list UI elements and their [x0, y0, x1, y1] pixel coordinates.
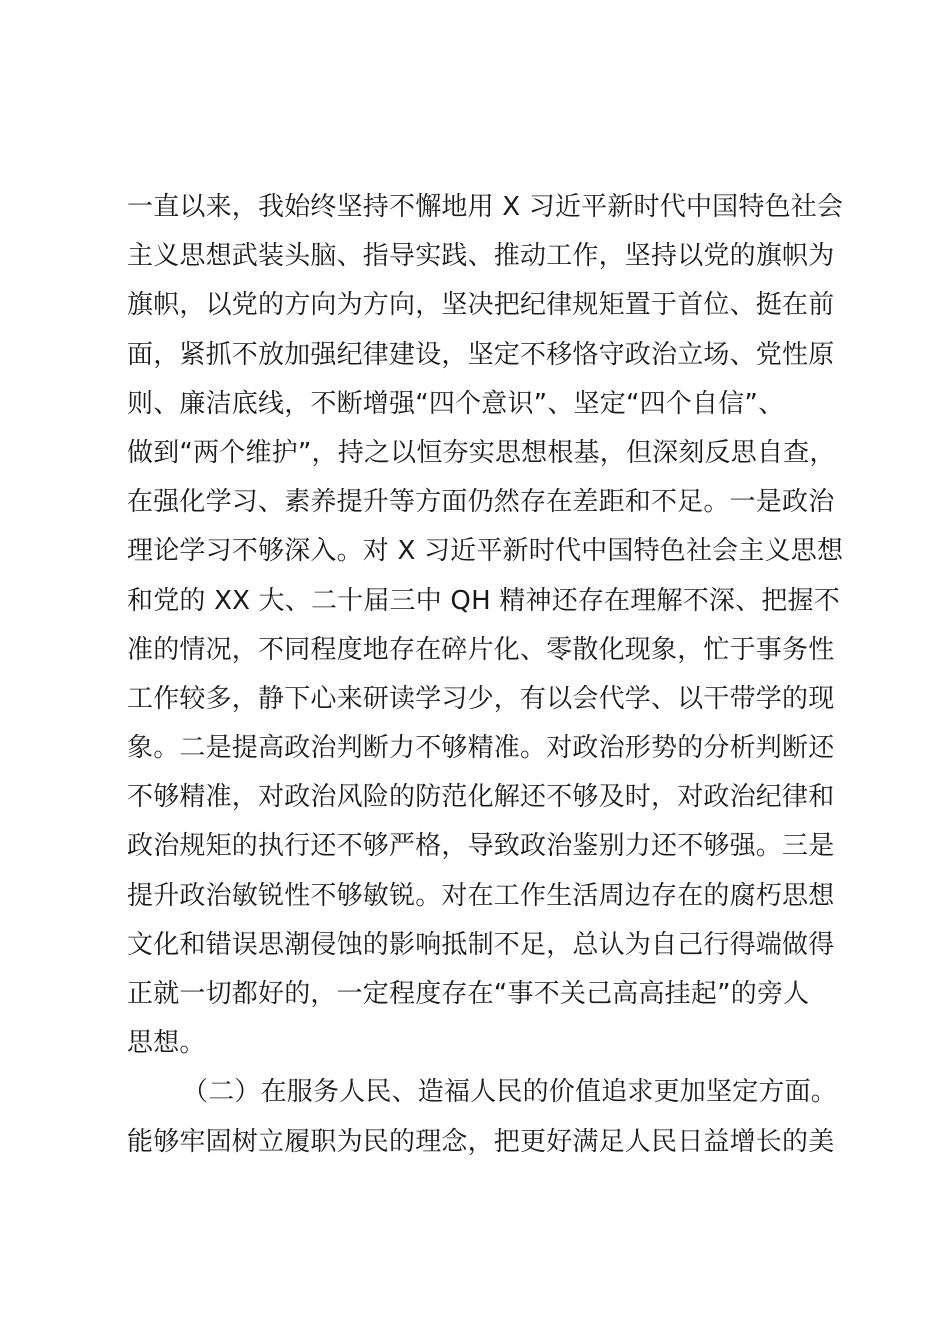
text-line: 不够精准，对政治风险的防范化解还不够及时，对政治纪律和 — [127, 782, 835, 813]
document-body — [127, 183, 867, 1167]
text-line: 能够牢固树立履职为民的理念，把更好满足人民日益增长的美 — [127, 1126, 835, 1157]
text-line: 理论学习不够深入。对 X 习近平新时代中国特色社会主义思想 — [127, 536, 844, 567]
text-line: 准的情况，不同程度地存在碎片化、零散化现象，忙于事务性 — [127, 634, 835, 665]
text-line: 在强化学习、素养提升等方面仍然存在差距和不足。一是政治 — [127, 487, 835, 518]
text-line: 旗帜，以党的方向为方向，坚决把纪律规矩置于首位、挺在前 — [127, 290, 835, 321]
section-heading-line: （二）在服务人民、造福人民的价值追求更加坚定方面。 — [182, 1077, 838, 1108]
text-line: 和党的 XX 大、二十届三中 QH 精神还存在理解不深、把握不 — [127, 585, 840, 616]
text-line: 象。二是提高政治判断力不够精准。对政治形势的分析判断还 — [127, 733, 835, 764]
text-line: 工作较多，静下心来研读学习少，有以会代学、以干带学的现 — [127, 683, 835, 714]
text-line: 文化和错误思潮侵蚀的影响抵制不足，总认为自己行得端做得 — [127, 929, 835, 960]
text-line: 正就一切都好的，一定程度存在“事不关己高高挂起”的旁人 — [127, 979, 810, 1009]
paragraph-2 — [127, 1068, 867, 1166]
text-line: 一直以来，我始终坚持不懈地用 X 习近平新时代中国特色社会 — [127, 192, 844, 222]
text-line: 做到“两个维护”，持之以恒夯实思想根基，但深刻反思自查， — [127, 437, 836, 468]
text-line: 思想。 — [127, 1028, 206, 1059]
text-line: 则、廉洁底线，不断增强“四个意识”、坚定“四个自信”、 — [127, 388, 785, 419]
paragraph-1 — [127, 183, 867, 1068]
text-line: 面，紧抓不放加强纪律建设，坚定不移恪守政治立场、党性原 — [127, 339, 835, 370]
text-line: 提升政治敏锐性不够敏锐。对在工作生活周边存在的腐朽思想 — [127, 880, 835, 911]
text-line: 主义思想武装头脑、指导实践、推动工作，坚持以党的旗帜为 — [127, 241, 835, 272]
text-line: 政治规矩的执行还不够严格，导致政治鉴别力还不够强。三是 — [127, 831, 835, 862]
